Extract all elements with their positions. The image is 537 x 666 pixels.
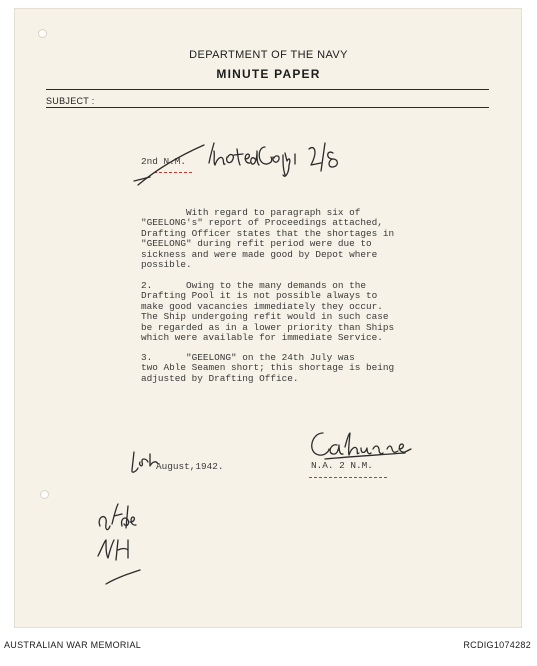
header-rule-bottom [46,107,489,108]
handwritten-noted-annotation [205,137,345,182]
form-title: MINUTE PAPER [216,67,321,81]
footer-institution: AUSTRALIAN WAR MEMORIAL [4,640,142,650]
subject-label: SUBJECT : [46,96,95,106]
addressee: 2nd N.M. [141,156,187,167]
header-rule-top [46,89,489,90]
paragraph-3: 3. "GEELONG" on the 24th July was two Able Seamen short; this shortage is being adjusted by Drafting Office. [141,352,395,384]
punch-hole-bottom [40,490,49,499]
strike-through-mark [128,141,208,191]
department-heading: DEPARTMENT OF THE NAVY [189,49,348,61]
paragraph-1: With regard to paragraph six of "GEELONG's" report of Proceedings attached, Drafting Officer states that the shortages in "GEELONG" during refit period were due to sickness and were made good by Depot where possible. [141,207,395,271]
punch-hole-top [38,29,47,38]
signature-title: N.A. 2 N.M. [311,460,373,471]
date-typed: August,1942. [156,461,224,472]
footer-record-id: RCDIG1074282 [463,640,531,650]
margin-handwritten-note [92,496,152,592]
paragraph-2: 2. Owing to the many demands on the Drafting Pool it is not possible always to make good vacancies immediately they occur. The Ship undergoing refit would in such case be regarded as in a lower priority than Ships which were available for immediate Service. [141,280,395,344]
signature-red-underline [309,477,387,478]
